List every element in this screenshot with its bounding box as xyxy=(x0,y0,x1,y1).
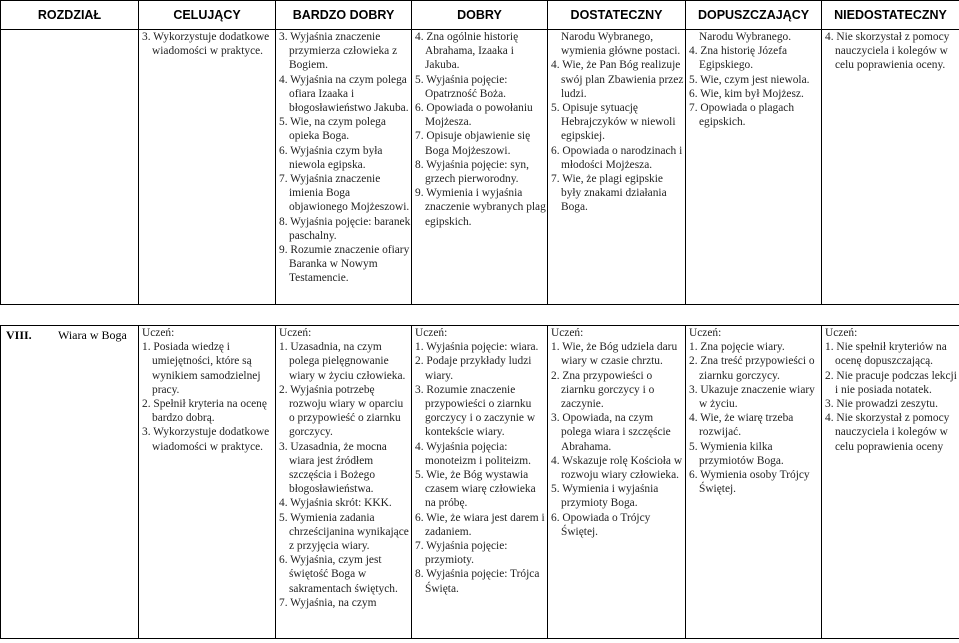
criteria-item: 7. Wyjaśnia pojęcie: przymioty. xyxy=(415,540,508,567)
dobry-cell xyxy=(412,30,548,305)
uczen-label: Uczeń: xyxy=(415,327,448,339)
chapter-title: Wiara w Boga xyxy=(58,328,127,342)
criteria-item: 2. Zna przypowieści o ziarnku gorczycy i o zaczynie. xyxy=(551,369,655,411)
criteria-item: 2. Nie pracuje podczas lekcji i nie posiada notatek. xyxy=(825,369,957,396)
criteria-item: 5. Wie, czym jest niewola. xyxy=(689,73,810,86)
uczen-label: Uczeń: xyxy=(551,327,584,339)
criteria-item: 6. Opowiada o narodzinach i młodości Mojżesza. xyxy=(551,144,683,171)
criteria-item: 6. Wyjaśnia czym była niewola egipska. xyxy=(279,144,383,171)
criteria-list xyxy=(822,30,959,73)
header-dobry: DOBRY xyxy=(412,1,548,30)
criteria-item: 8. Wyjaśnia pojęcie: syn, grzech pierworodny. xyxy=(415,158,529,186)
header-bardzo-dobry: BARDZO DOBRY xyxy=(276,1,412,30)
criteria-item: 6. Opowiada o Trójcy Świętej. xyxy=(551,511,651,538)
criteria-item: 4. Wyjaśnia pojęcia: monoteizm i politeizm. xyxy=(415,440,531,467)
criteria-list xyxy=(548,58,685,214)
criteria-list xyxy=(139,30,275,58)
criteria-item: 7. Wie, że plagi egipskie były znakami działania Boga. xyxy=(551,173,667,214)
criteria-item: 6. Wie, że wiara jest darem i zadaniem. xyxy=(415,511,545,538)
criteria-item: 7. Wyjaśnia znaczenie imienia Boga objawionego Mojżeszowi. xyxy=(279,173,410,214)
uczen-label: Uczeń: xyxy=(279,327,312,339)
criteria-list xyxy=(686,44,821,129)
criteria-item: 2. Spełnił kryteria na ocenę bardzo dobrą. xyxy=(142,398,267,425)
header-celujacy: CELUJĄCY xyxy=(139,1,276,30)
criteria-item: 2. Zna treść przypowieści o ziarnku gorczycy. xyxy=(689,355,815,382)
criteria-item: 3. Opowiada, na czym polega wiara i szczęście Abrahama. xyxy=(551,412,671,453)
criteria-item: 7. Opowiada o plagach egipskich. xyxy=(689,102,795,129)
criteria-item: 4. Nie skorzystał z pomocy nauczyciela i kolegów w celu poprawienia oceny. xyxy=(825,31,950,72)
celujacy-cell xyxy=(139,30,276,305)
criteria-list xyxy=(412,30,547,229)
criteria-item: 5. Wyjaśnia pojęcie: Opatrzność Boża. xyxy=(415,73,508,100)
criteria-item: 3. Rozumie znaczenie przypowieści o ziarnku gorczycy i o zaczynie w kontekście wiary. xyxy=(415,383,536,439)
criteria-list xyxy=(822,340,959,454)
header-dopuszczajacy: DOPUSZCZAJĄCY xyxy=(686,1,822,30)
criteria-list xyxy=(276,30,411,286)
dostateczny-cell xyxy=(548,326,686,639)
celujacy-cell xyxy=(139,326,276,639)
criteria-item: 6. Wyjaśnia, czym jest świętość Boga w sakramentach świętych. xyxy=(279,554,398,595)
criteria-item: 8. Wyjaśnia pojęcie: baranek paschalny. xyxy=(279,215,411,242)
criteria-item: 4. Wskazuje rolę Kościoła w rozwoju wiary człowieka. xyxy=(551,454,683,482)
criteria-item: 4. Nie skorzystał z pomocy nauczyciela i kolegów w celu poprawienia oceny xyxy=(825,412,950,453)
criteria-lead: Narodu Wybranego, wymienia główne postaci. xyxy=(561,31,681,58)
criteria-item: 1. Posiada wiedzę i umiejętności, które są wynikiem samodzielnej pracy. xyxy=(142,341,261,396)
criteria-item: 7. Opisuje objawienie się Boga Mojżeszowi. xyxy=(415,130,531,157)
bardzo-dobry-cell xyxy=(276,30,412,305)
dopuszczajacy-cell xyxy=(686,30,822,305)
table-row xyxy=(1,30,959,305)
criteria-item: 3. Wykorzystuje dodatkowe wiadomości w praktyce. xyxy=(142,426,270,453)
header-row xyxy=(1,1,959,30)
criteria-item: 4. Wie, że wiarę trzeba rozwijać. xyxy=(689,412,794,439)
criteria-item: 9. Wymienia i wyjaśnia znaczenie wybranych plag egipskich. xyxy=(415,187,546,228)
chapter-cell xyxy=(1,326,139,639)
criteria-item: 3. Wyjaśnia znaczenie przymierza człowieka z Bogiem. xyxy=(279,31,398,72)
criteria-item: 4. Wyjaśnia skrót: KKK. xyxy=(279,497,392,510)
criteria-item: 2. Wyjaśnia potrzebę rozwoju wiary w oparciu o przypowieść o ziarnku gorczycy. xyxy=(279,383,404,439)
criteria-item: 4. Zna ogólnie historię Abrahama, Izaaka i Jakuba. xyxy=(415,31,519,72)
criteria-item: 4. Wie, że Pan Bóg realizuje swój plan Zbawienia przez ludzi. xyxy=(551,59,684,100)
criteria-list xyxy=(276,340,411,610)
criteria-lead: Narodu Wybranego. xyxy=(699,31,792,43)
criteria-item: 1. Nie spełnił kryteriów na ocenę dopuszczającą. xyxy=(825,341,947,368)
uczen-label: Uczeń: xyxy=(825,327,858,339)
criteria-item: 5. Wie, że Bóg wystawia czasem wiarę człowieka na próbę. xyxy=(415,469,536,510)
niedostateczny-cell xyxy=(822,326,959,639)
criteria-item: 4. Wyjaśnia na czym polega ofiara Izaaka i błogosławieństwo Jakuba. xyxy=(279,73,409,115)
criteria-item: 5. Wymienia kilka przymiotów Boga. xyxy=(689,440,784,467)
table-row xyxy=(1,326,959,639)
header-niedostateczny: NIEDOSTATECZNY xyxy=(822,1,959,30)
criteria-item: 6. Wymienia osoby Trójcy Świętej. xyxy=(689,469,810,496)
rozdzial-cell xyxy=(1,30,139,305)
table-spacer xyxy=(1,305,959,326)
criteria-item: 3. Ukazuje znaczenie wiary w życiu. xyxy=(689,383,815,411)
dopuszczajacy-cell xyxy=(686,326,822,639)
criteria-list xyxy=(139,340,275,454)
header-rozdzial: ROZDZIAŁ xyxy=(1,1,139,30)
chapter-number: VIII. xyxy=(6,328,32,342)
criteria-item: 5. Opisuje sytuację Hebrajczyków w niewoli egipskiej. xyxy=(551,102,676,143)
criteria-item: 5. Wymienia zadania chrześcijanina wynikające z przyjęcia wiary. xyxy=(279,511,409,553)
criteria-item: 1. Zna pojęcie wiary. xyxy=(689,341,785,354)
criteria-item: 2. Podaje przykłady ludzi wiary. xyxy=(415,355,532,382)
criteria-item: 1. Uzasadnia, na czym polega pielęgnowanie wiary w życiu człowieka. xyxy=(279,341,406,382)
criteria-item: 7. Wyjaśnia, na czym xyxy=(279,596,377,609)
criteria-item: 6. Opowiada o powołaniu Mojżesza. xyxy=(415,102,533,129)
bardzo-dobry-cell xyxy=(276,326,412,639)
criteria-item: 9. Rozumie znaczenie ofiary Baranka w Nowym Testamencie. xyxy=(279,244,410,285)
criteria-item: 3. Uzasadnia, że mocna wiara jest źródłem szczęścia i Bożego błogosławieństwa. xyxy=(279,440,387,496)
criteria-item: 3. Nie prowadzi zeszytu. xyxy=(825,398,938,411)
criteria-item: 5. Wymienia i wyjaśnia przymioty Boga. xyxy=(551,483,659,510)
criteria-item: 3. Wykorzystuje dodatkowe wiadomości w praktyce. xyxy=(142,31,270,58)
dostateczny-cell xyxy=(548,30,686,305)
uczen-label: Uczeń: xyxy=(142,327,175,339)
criteria-list xyxy=(548,340,685,539)
uczen-label: Uczeń: xyxy=(689,327,722,339)
criteria-item: 5. Wie, na czym polega opieka Boga. xyxy=(279,116,386,143)
criteria-item: 1. Wie, że Bóg udziela daru wiary w czasie chrztu. xyxy=(551,341,678,368)
dobry-cell xyxy=(412,326,548,639)
criteria-item: 4. Zna historię Józefa Egipskiego. xyxy=(689,45,788,72)
criteria-list xyxy=(686,340,821,496)
header-dostateczny: DOSTATECZNY xyxy=(548,1,686,30)
criteria-item: 6. Wie, kim był Mojżesz. xyxy=(689,87,804,100)
criteria-list xyxy=(412,340,547,596)
niedostateczny-cell xyxy=(822,30,959,305)
criteria-item: 8. Wyjaśnia pojęcie: Trójca Święta. xyxy=(415,568,540,595)
criteria-item: 1. Wyjaśnia pojęcie: wiara. xyxy=(415,341,539,354)
